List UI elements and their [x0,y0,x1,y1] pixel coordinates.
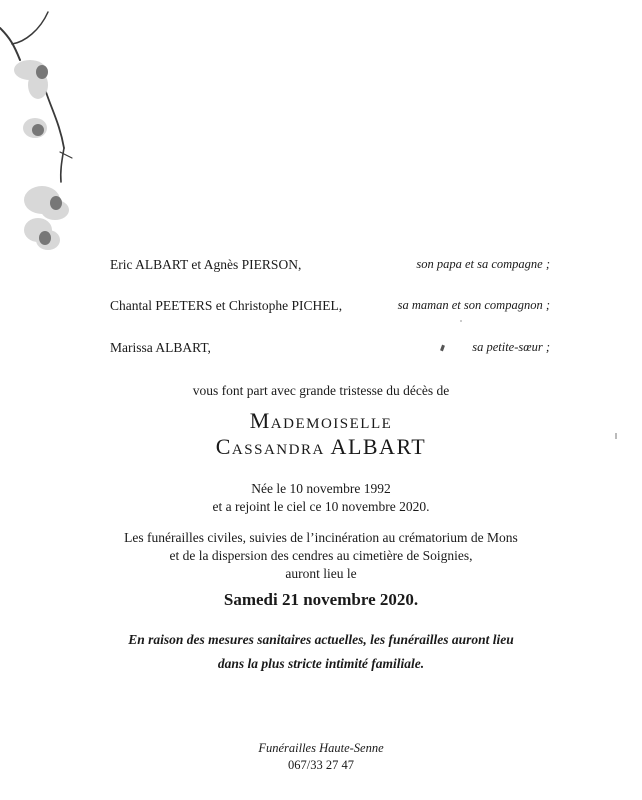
birth-date: Née le 10 novembre 1992 [251,481,391,496]
notice-line: dans la plus stricte intimité familiale. [217,656,425,671]
funeral-line: Les funérailles civiles, suivies de l’incinération au crématorium de Mons [124,530,518,545]
death-date: et a rejoint le ciel ce 10 novembre 2020. [212,499,430,514]
family-member-name: Marissa ALBART, [110,340,211,355]
deceased-name: Cassandra ALBART [215,434,427,459]
funeral-home-footer [0,740,642,774]
orchid-illustration [0,0,110,260]
sanitary-notice [0,628,642,676]
family-relation: sa petite-sœur ; [472,340,550,354]
scan-speck [460,320,462,322]
notice-line: En raison des mesures sanitaires actuelles, les funérailles auront lieu [128,632,514,647]
funeral-home-phone: 067/33 27 47 [288,758,354,772]
funeral-home-name: Funérailles Haute-Senne [258,741,384,755]
funeral-line: et de la dispersion des cendres au cimetière de Soignies, [169,548,473,563]
family-member-name: Eric ALBART et Agnès PIERSON, [110,257,302,272]
funeral-details [0,529,642,583]
family-relation: son papa et sa compagne ; [416,257,550,271]
family-member-name: Chantal PEETERS et Christophe PICHEL, [110,298,343,313]
deceased-title: Mademoiselle [249,408,393,433]
scan-speck [440,345,445,352]
funeral-date: Samedi 21 novembre 2020. [223,590,419,609]
announcement-intro: vous font part avec grande tristesse du décès de [192,383,450,398]
funeral-line: auront lieu le [285,566,357,581]
family-relation: sa maman et son compagnon ; [397,298,550,312]
life-dates [0,480,642,516]
